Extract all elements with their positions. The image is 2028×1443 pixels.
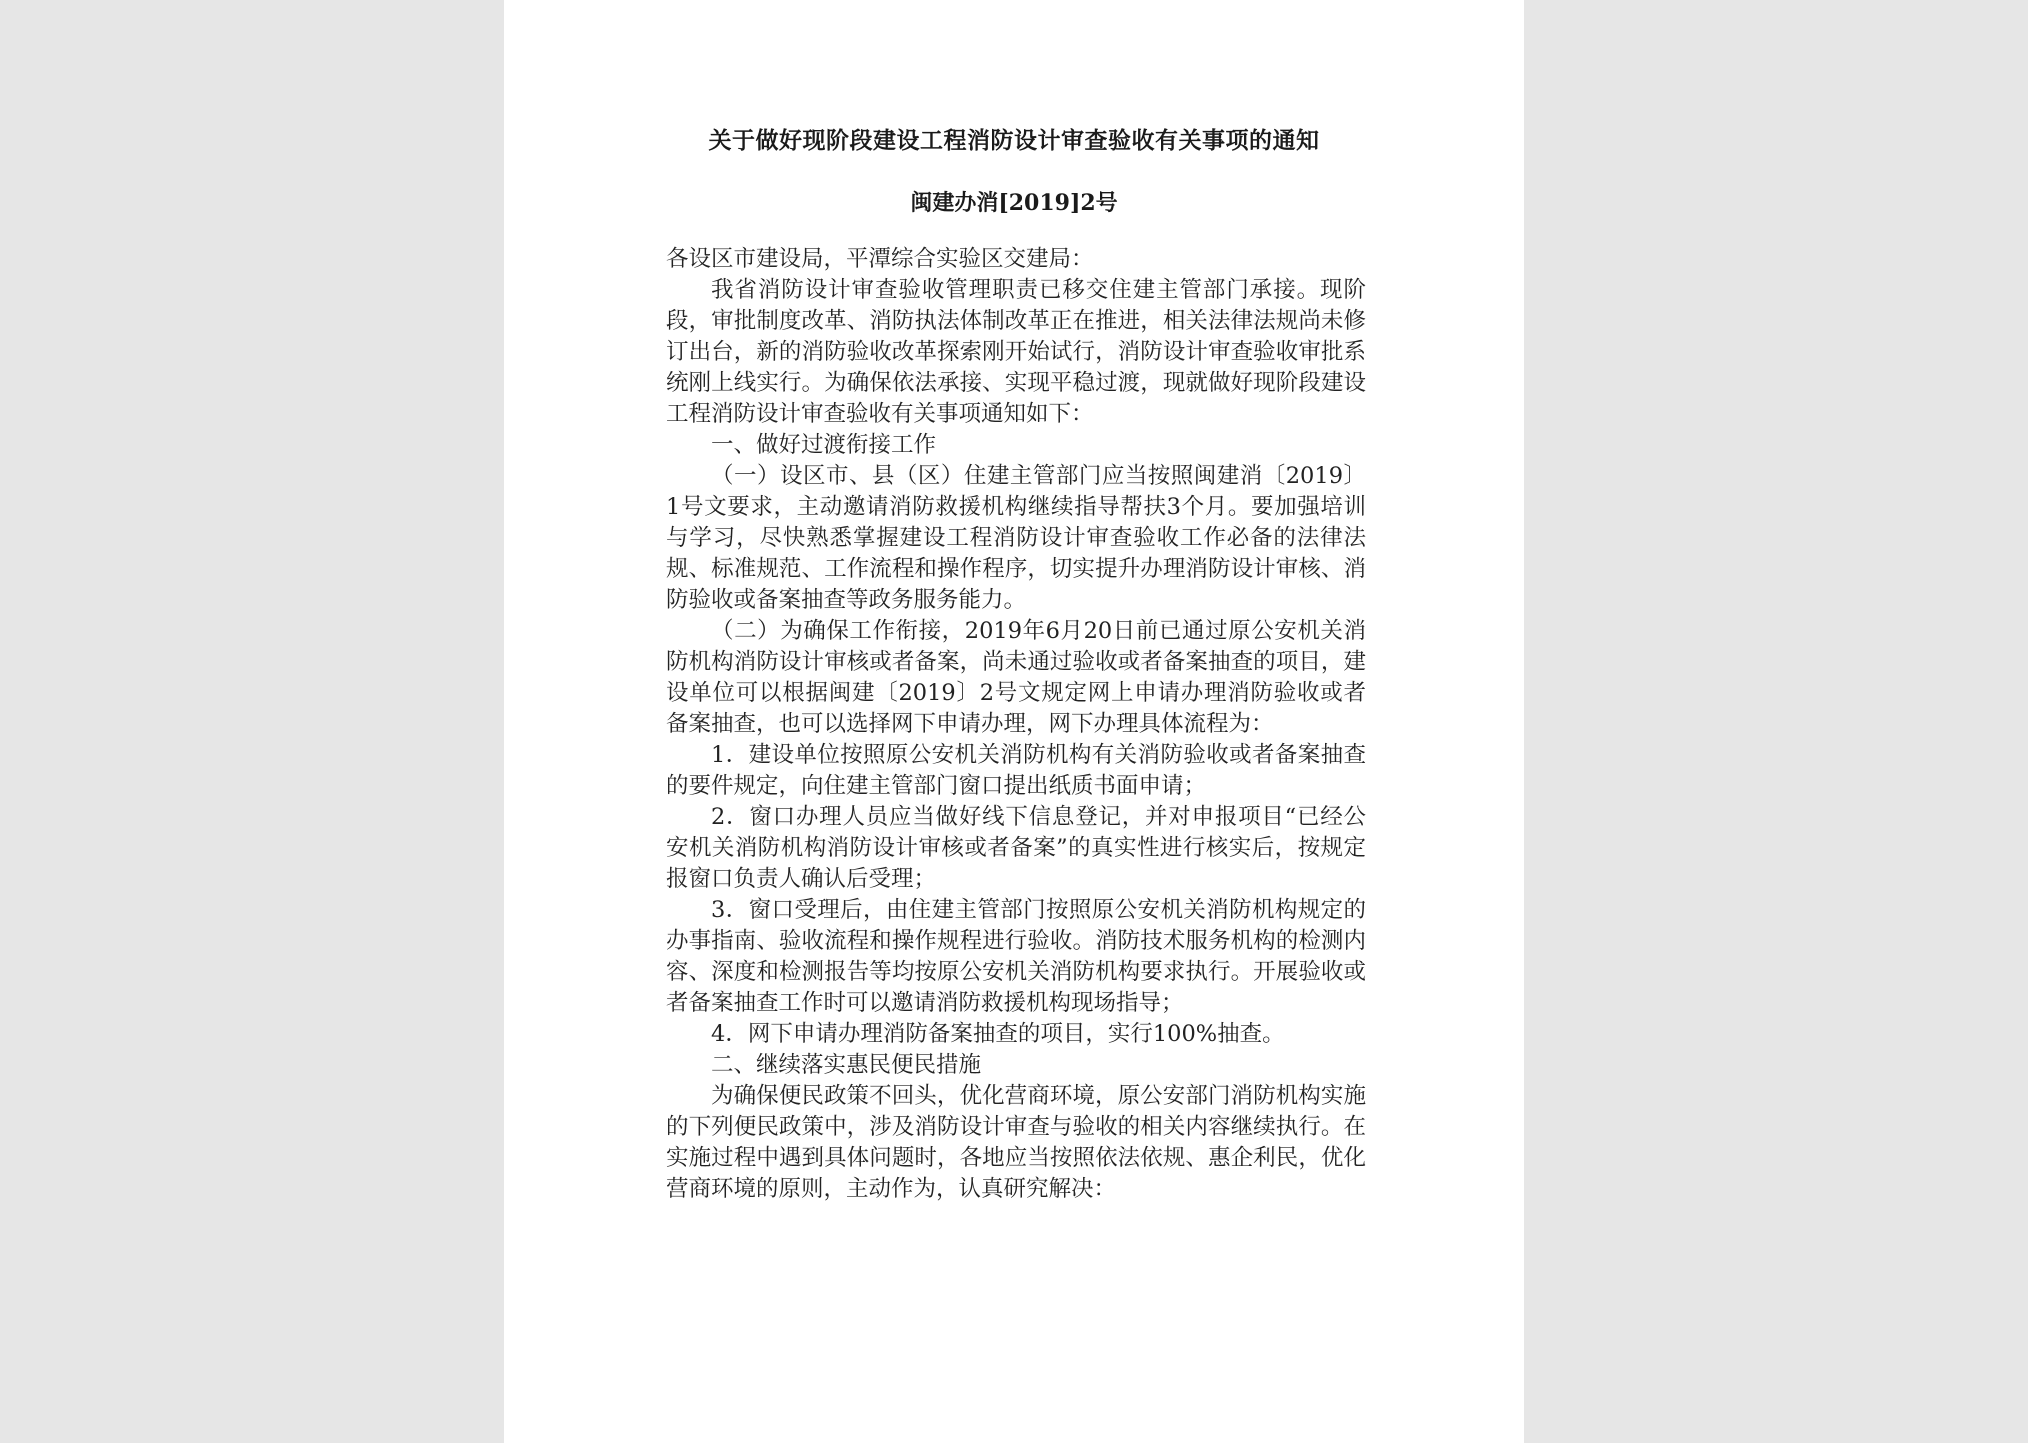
document-page xyxy=(504,0,1524,1443)
list-item: 4．网下申请办理消防备案抽查的项目，实行100%抽查。 xyxy=(711,1021,1285,1047)
paragraph-item-1: （一）设区市、县（区）住建主管部门应当按照闽建消〔2019〕1号文要求，主动邀请消防救援机构继续指导帮扶3个月。要加强培训与学习，尽快熟悉掌握建设工程消防设计审查验收工作必备的法律法规、标准规范、工作流程和操作程序，切实提升办理消防设计审核、消防验收或备案抽查等政务服务能力。 xyxy=(666,463,1366,613)
paragraph-item-2: （二）为确保工作衔接，2019年6月20日前已通过原公安机关消防机构消防设计审核或者备案，尚未通过验收或者备案抽查的项目，建设单位可以根据闽建〔2019〕2号文规定网上申请办理消防验收或者备案抽查，也可以选择网下申请办理，网下办理具体流程为： xyxy=(666,618,1366,737)
paragraph-section-2: 为确保便民政策不回头，优化营商环境，原公安部门消防机构实施的下列便民政策中，涉及消防设计审查与验收的相关内容继续执行。在实施过程中遇到具体问题时，各地应当按照依法依规、惠企利民，优化营商环境的原则，主动作为，认真研究解决： xyxy=(666,1083,1366,1202)
list-item: 2．窗口办理人员应当做好线下信息登记，并对申报项目“已经公安机关消防机构消防设计审核或者备案”的真实性进行核实后，按规定报窗口负责人确认后受理； xyxy=(666,804,1366,892)
list-item: 1．建设单位按照原公安机关消防机构有关消防验收或者备案抽查的要件规定，向住建主管部门窗口提出纸质书面申请； xyxy=(666,742,1366,799)
document-body xyxy=(666,244,1366,1205)
document-title: 关于做好现阶段建设工程消防设计审查验收有关事项的通知 xyxy=(708,127,1320,154)
list-item: 3．窗口受理后，由住建主管部门按照原公安机关消防机构规定的办事指南、验收流程和操作规程进行验收。消防技术服务机构的检测内容、深度和检测报告等均按原公安机关消防机构要求执行。开展验收或者备案抽查工作时可以邀请消防救援机构现场指导； xyxy=(666,897,1366,1016)
section-heading-2: 二、继续落实惠民便民措施 xyxy=(711,1052,982,1078)
document-number: 闽建办消[2019]2号 xyxy=(910,190,1118,216)
salutation: 各设区市建设局，平潭综合实验区交建局： xyxy=(666,246,1094,272)
section-heading-1: 一、做好过渡衔接工作 xyxy=(711,432,937,458)
paragraph-intro: 我省消防设计审查验收管理职责已移交住建主管部门承接。现阶段，审批制度改革、消防执法体制改革正在推进，相关法律法规尚未修订出台，新的消防验收改革探索刚开始试行，消防设计审查验收审批系统刚上线实行。为确保依法承接、实现平稳过渡，现就做好现阶段建设工程消防设计审查验收有关事项通知如下： xyxy=(666,277,1366,427)
